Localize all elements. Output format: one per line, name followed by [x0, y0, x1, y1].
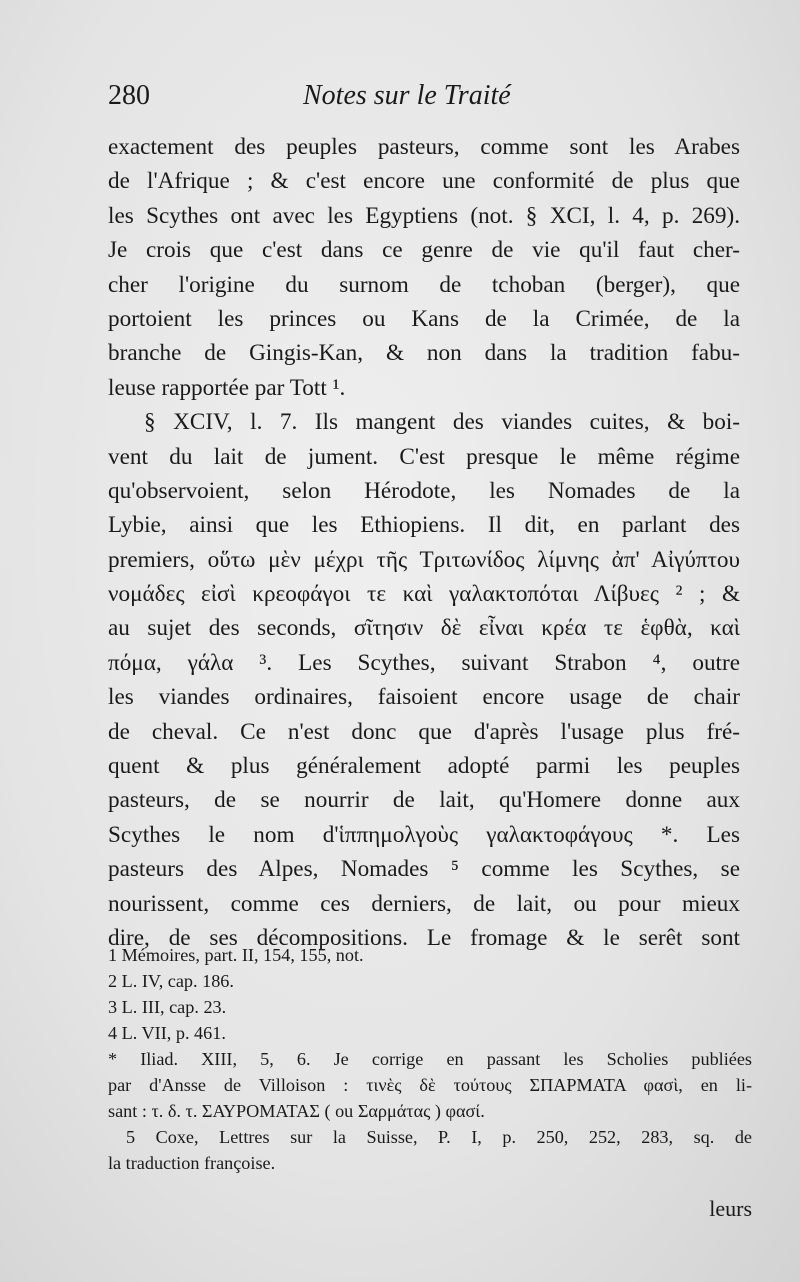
text-line: cher l'origine du surnom de tchoban (berger), que: [108, 271, 740, 298]
text-line: Lybie, ainsi que les Ethiopiens. Il dit, en parlant des: [108, 512, 740, 539]
footnotes: [108, 942, 752, 1176]
main-text: [108, 130, 740, 955]
text-line: de l'Afrique ; & c'est encore une conformité de plus que: [108, 168, 740, 195]
page-header: [108, 80, 740, 120]
text-line: nourissent, comme ces derniers, de lait, ou pour mieux: [108, 890, 740, 917]
footnote: 4 L. VII, p. 461.: [108, 1023, 226, 1043]
text-line: qu'observoient, selon Hérodote, les Nomades de la: [108, 477, 740, 504]
text-line: § XCIV, l. 7. Ils mangent des viandes cuites, & boi-: [144, 409, 740, 436]
footnote-continuation: par d'Ansse de Villoison : τινὲς δὲ τούτους ΣΠΑΡΜΑΤΑ φασὶ, en li-: [108, 1075, 752, 1095]
text-line: les Scythes ont avec les Egyptiens (not. § XCI, l. 4, p. 269).: [108, 202, 740, 229]
greek-text-line: πόμα, γάλα ³. Les Scythes, suivant Strabon ⁴, outre: [108, 649, 740, 676]
footnote-continuation: sant : τ. δ. τ. ΣΑΥΡΟΜΑΤΑΣ ( ou Σαρμάτας ) φασί.: [108, 1101, 485, 1121]
text-line: de cheval. Ce n'est donc que d'après l'usage plus fré-: [108, 718, 740, 745]
text-line: leuse rapportée par Tott ¹.: [108, 374, 346, 401]
footnote: 3 L. III, cap. 23.: [108, 997, 227, 1017]
greek-text-line: νομάδες εἰσὶ κρεοφάγοι τε καὶ γαλακτοπόται Λίβυες ² ; &: [108, 581, 740, 608]
running-title: Notes sur le Traité: [303, 80, 511, 111]
text-line: les viandes ordinaires, faisoient encore usage de chair: [108, 684, 740, 711]
text-line: pasteurs, de se nourrir de lait, qu'Homere donne aux: [108, 787, 740, 814]
text-line: vent du lait de jument. C'est presque le même régime: [108, 443, 740, 470]
text-line: portoient les princes ou Kans de la Crimée, de la: [108, 305, 740, 332]
page-number: 280: [108, 80, 150, 111]
text-line: dire, de ses décompositions. Le fromage & le serêt sont: [108, 924, 740, 951]
text-line: quent & plus généralement adopté parmi les peuples: [108, 753, 740, 780]
text-line: exactement des peuples pasteurs, comme sont les Arabes: [108, 134, 740, 160]
greek-text-line: premiers, οὕτω μὲν μέχρι τῆς Τριτωνίδος λίμνης ἀπ' Αἰγύπτου: [108, 546, 740, 573]
footnote: 1 Mémoires, part. II, 154, 155, not.: [108, 945, 364, 965]
footnote-continuation: la traduction françoise.: [108, 1153, 276, 1173]
footnote: 2 L. IV, cap. 186.: [108, 971, 234, 991]
footnote: 5 Coxe, Lettres sur la Suisse, P. I, p. 250, 252, 283, sq. de: [126, 1127, 752, 1147]
footnote: * Iliad. XIII, 5, 6. Je corrige en passant les Scholies publiées: [108, 1049, 752, 1069]
text-line: branche de Gingis-Kan, & non dans la tradition fabu-: [108, 340, 740, 367]
text-line: pasteurs des Alpes, Nomades ⁵ comme les Scythes, se: [108, 856, 740, 883]
greek-text-line: au sujet des seconds, σῖτησιν δὲ εἶναι κρέα τε ἑφθὰ, καὶ: [108, 615, 740, 642]
text-line: Je crois que c'est dans ce genre de vie qu'il faut cher-: [108, 237, 740, 264]
greek-text-line: Scythes le nom d'ἱππημολγοὺς γαλακτοφάγους *. Les: [108, 821, 740, 848]
catchword: leurs: [709, 1196, 752, 1221]
